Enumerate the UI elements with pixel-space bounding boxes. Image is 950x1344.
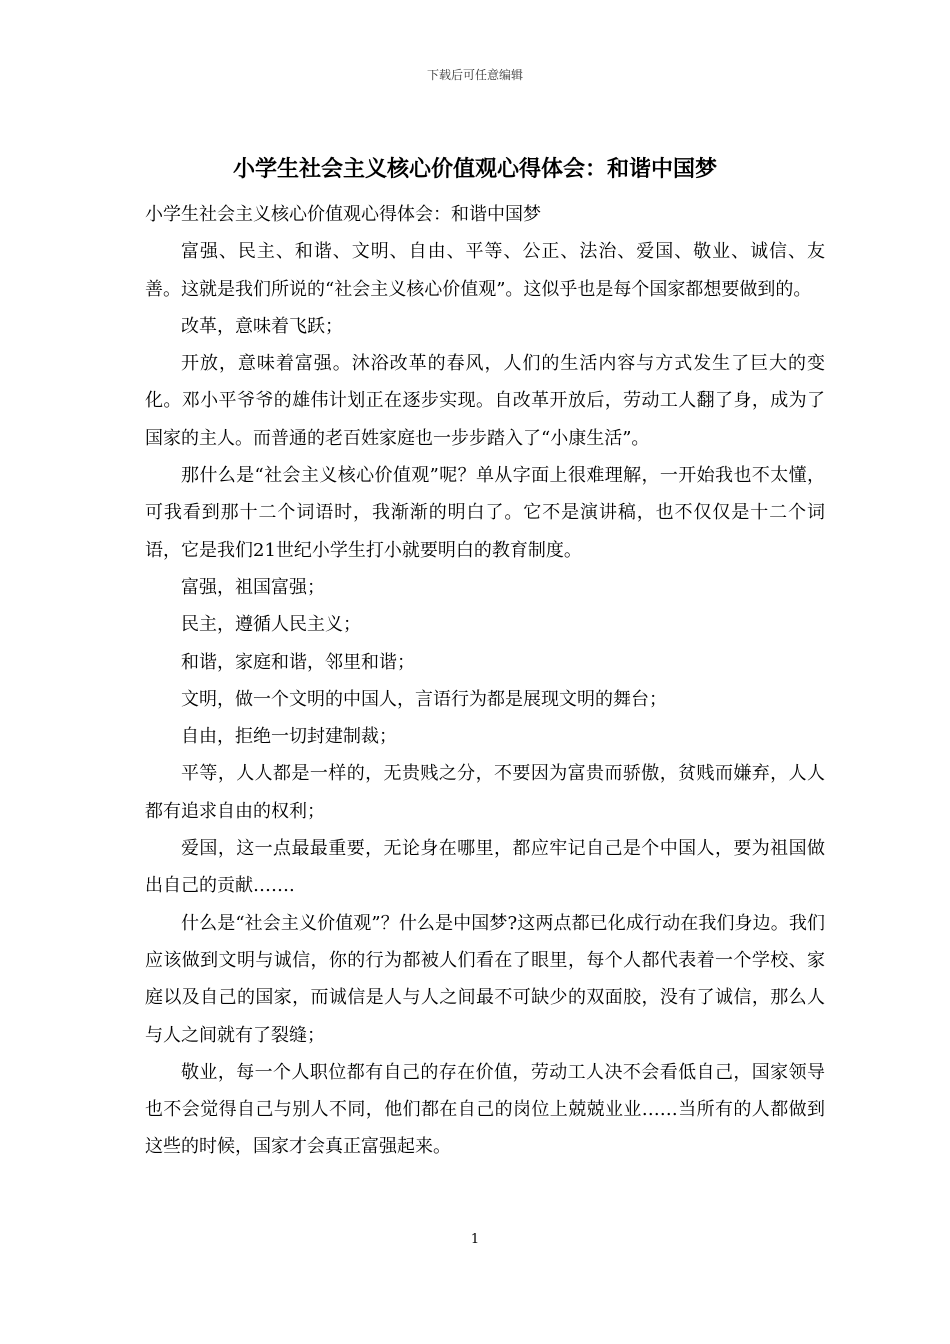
paragraph: 开放，意味着富强。沐浴改革的春风，人们的生活内容与方式发生了巨大的变化。邓小平爷爷的雄伟计划正在逐步实现。自改革开放后，劳动工人翻了身，成为了国家的主人。而普通的老百姓家庭也一步步踏入了“小康生活”。	[145, 353, 825, 449]
document-subtitle: 小学生社会主义核心价值观心得体会：和谐中国梦	[145, 204, 541, 225]
paragraph: 自由，拒绝一切封建制裁；	[181, 726, 397, 748]
paragraph: 改革，意味着飞跃；	[181, 315, 343, 337]
paragraph: 爱国，这一点最最重要，无论身在哪里，都应牢记自己是个中国人，要为祖国做出自己的贡献…….	[145, 838, 825, 897]
document-title: 小学生社会主义核心价值观心得体会：和谐中国梦	[232, 157, 717, 182]
paragraph: 和谐，家庭和谐，邻里和谐；	[181, 651, 415, 673]
page-number: 1	[470, 1232, 480, 1247]
paragraph: 平等，人人都是一样的，无贵贱之分，不要因为富贵而骄傲，贫贱而嫌弃，人人都有追求自由的权利；	[145, 763, 825, 822]
paragraph: 富强，祖国富强；	[181, 576, 325, 598]
document-body	[145, 196, 825, 1166]
paragraph: 文明，做一个文明的中国人，言语行为都是展现文明的舞台；	[181, 688, 667, 710]
paragraph: 什么是“社会主义价值观”？什么是中国梦?这两点都已化成行动在我们身边。我们应该做到文明与诚信，你的行为都被人们看在了眼里，每个人都代表着一个学校、家庭以及自己的国家，而诚信是人与人之间最不可缺少的双面胶，没有了诚信，那么人与人之间就有了裂缝；	[145, 912, 825, 1046]
paragraph: 敬业，每一个人职位都有自己的存在价值，劳动工人决不会看低自己，国家领导也不会觉得自己与别人不同，他们都在自己的岗位上兢兢业业……当所有的人都做到这些的时候，国家才会真正富强起来。	[145, 1061, 825, 1158]
page-header-note: 下载后可任意编辑	[426, 68, 523, 82]
paragraph: 民主，遵循人民主义；	[181, 614, 361, 636]
paragraph: 那什么是“社会主义核心价值观”呢？单从字面上很难理解，一开始我也不太懂，可我看到那十二个词语时，我渐渐的明白了。它不是演讲稿，也不仅仅是十二个词语，它是我们21世纪小学生打小就要明白的教育制度。	[145, 465, 825, 561]
paragraph: 富强、民主、和谐、文明、自由、平等、公正、法治、爱国、敬业、诚信、友善。这就是我们所说的“社会主义核心价值观”。这似乎也是每个国家都想要做到的。	[145, 241, 825, 300]
